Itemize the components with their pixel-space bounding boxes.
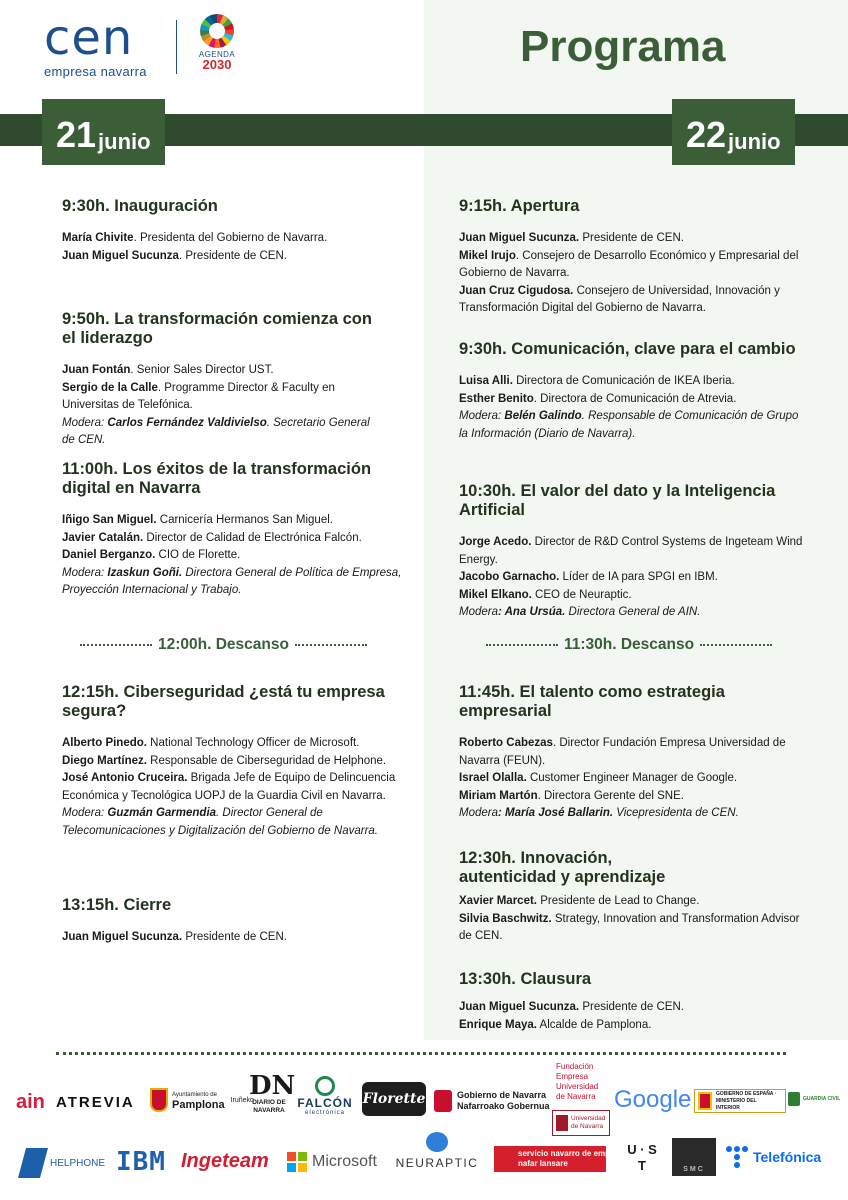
speaker-line: Juan Miguel Sucunza. Presidente de CEN. <box>459 232 684 244</box>
speaker-line: Alberto Pinedo. National Technology Officer de Microsoft. <box>62 737 360 749</box>
speaker-line: Roberto Cabezas. Director Fundación Empresa Universidad de Navarra (FEUN). <box>459 737 786 767</box>
ministerio-interior-logo: GOBIERNO DE ESPAÑA · MINISTERIO DEL INTERIOR <box>694 1089 786 1113</box>
break-label: 11:30h. Descanso <box>564 636 695 653</box>
speaker-line: Silvia Baschwitz. Strategy, Innovation and Transformation Advisor de CEN. <box>459 912 800 942</box>
guardia-civil-logo: GUARDIA CIVIL <box>788 1092 840 1106</box>
session-cierre <box>62 896 402 947</box>
date-badge-day1 <box>42 99 165 165</box>
session-clausura <box>459 970 799 1034</box>
break-day2 <box>486 636 772 654</box>
telefonica-logo: Telefónica <box>726 1146 821 1168</box>
speaker-line: Esther Benito. Directora de Comunicación de Atrevia. <box>459 392 737 405</box>
date-number: 22 <box>686 114 727 155</box>
shield-icon <box>556 1115 568 1131</box>
speaker-line: Miriam Martón. Directora Gerente del SNE. <box>459 789 684 802</box>
agenda-label: AGENDA <box>198 50 236 59</box>
session-title: 11:00h. Los éxitos de la transformación digital en Navarra <box>62 460 372 497</box>
sdg-wheel-icon <box>200 14 234 48</box>
moderator-line: Modera: Carlos Fernández Valdivielso. Secretario General de CEN. <box>62 416 370 446</box>
break-day1 <box>80 636 367 654</box>
moderator-line: Modera: María José Ballarin. Vicepresidenta de CEN. <box>459 807 739 819</box>
fundacion-logo: Fundación Empresa Universidad de Navarra <box>556 1062 599 1101</box>
page-title: Programa <box>520 22 726 71</box>
ain-logo: ain <box>16 1091 45 1113</box>
logo-word: cen <box>44 10 134 66</box>
date-month: junio <box>98 129 151 154</box>
ust-logo: U · S T <box>627 1142 657 1173</box>
date-badge-day2 <box>672 99 795 165</box>
speaker-line: Mikel Irujo. Consejero de Desarrollo Económico y Empresarial del Gobierno de Navarra. <box>459 249 799 279</box>
pamplona-logo: Ayuntamiento de Pamplona Iruñeko <box>150 1088 254 1112</box>
speaker-line: Xavier Marcet. Presidente de Lead to Change. <box>459 895 700 907</box>
speaker-line: María Chivite. Presidenta del Gobierno de Navarra. <box>62 232 328 244</box>
session-comunicacion <box>459 340 799 443</box>
date-number: 21 <box>56 114 97 155</box>
session-title: 9:15h. Apertura <box>459 197 580 215</box>
universidad-navarra-logo: Universidad de Navarra <box>552 1110 610 1136</box>
session-liderazgo <box>62 310 382 450</box>
shield-icon <box>150 1088 168 1112</box>
speaker-line: Juan Miguel Sucunza. Presidente de CEN. <box>62 249 287 262</box>
diario-navarra-logo: DN DIARIO DE NAVARRA <box>249 1071 296 1114</box>
florette-logo: Florette <box>362 1082 426 1116</box>
telefonica-icon <box>726 1146 748 1168</box>
break-label: 12:00h. Descanso <box>158 636 289 653</box>
session-talento <box>459 683 819 823</box>
session-title: 9:30h. Comunicación, clave para el cambio <box>459 340 796 358</box>
speaker-line: Jacobo Garnacho. Líder de IA para SPGI en IBM. <box>459 571 718 583</box>
microsoft-logo: Microsoft <box>287 1152 377 1172</box>
speaker-line: Sergio de la Calle. Programme Director & Faculty en Universitas de Telefónica. <box>62 381 335 411</box>
speaker-line: Luisa Alli. Directora de Comunicación de IKEA Iberia. <box>459 375 735 387</box>
helphone-icon <box>18 1148 48 1178</box>
agenda-year: 2030 <box>202 57 232 72</box>
sponsors-divider <box>56 1052 786 1055</box>
sne-logo: servicio navarro de empleo nafar lansare <box>494 1146 606 1172</box>
speaker-line: Daniel Berganzo. CIO de Florette. <box>62 549 241 561</box>
speaker-line: Juan Cruz Cigudosa. Consejero de Universidad, Innovación y Transformación Digital del Gobierno de Navarra. <box>459 284 780 314</box>
falcon-logo: FALCÓN electrónica <box>296 1076 354 1116</box>
dotted-rule <box>700 644 772 646</box>
falcon-icon <box>315 1076 335 1096</box>
gobierno-navarra-logo: Gobierno de Navarra Nafarroako Gobernua <box>434 1090 550 1112</box>
microsoft-icon <box>287 1152 307 1172</box>
guardia-civil-icon <box>788 1092 800 1106</box>
speaker-line: Javier Catalán. Director de Calidad de Electrónica Falcón. <box>62 531 362 544</box>
atrevia-logo: ATREVIA <box>56 1094 135 1111</box>
logo-divider <box>176 20 177 74</box>
speaker-line: Diego Martínez. Responsable de Ciberseguridad de Helphone. <box>62 754 387 767</box>
session-title: 13:30h. Clausura <box>459 970 592 988</box>
session-exitos <box>62 460 402 600</box>
logo-sub: empresa navarra <box>44 64 147 79</box>
google-logo: Google <box>614 1086 692 1113</box>
session-apertura <box>459 197 819 318</box>
session-inauguracion <box>62 197 402 265</box>
dotted-rule <box>80 644 152 646</box>
shield-icon <box>698 1092 712 1110</box>
neuraptic-logo: NEURAPTIC <box>394 1132 480 1170</box>
dotted-rule <box>295 644 367 646</box>
moderator-line: Modera: Belén Galindo. Responsable de Comunicación de Grupo la Información (Diario de Navarra). <box>459 410 799 440</box>
speaker-line: Juan Fontán. Senior Sales Director UST. <box>62 364 274 376</box>
moderator-line: Modera: Ana Ursúa. Directora General de AIN. <box>459 606 701 618</box>
dotted-rule <box>486 644 558 646</box>
session-title: 12:30h. Innovación, autenticidad y aprendizaje <box>459 849 666 886</box>
moderator-line: Modera: Izaskun Goñi. Directora General de Política de Empresa, Proyección Internacional y Trabajo. <box>62 566 402 596</box>
session-title: 13:15h. Cierre <box>62 896 172 914</box>
moderator-line: Modera: Guzmán Garmendia. Director General de Telecomunicaciones y Digitalización del Gobierno de Navarra. <box>62 807 378 837</box>
session-innovacion <box>459 849 804 946</box>
session-title: 9:30h. Inauguración <box>62 197 218 215</box>
helphone-logo: HELPHONE <box>22 1148 105 1178</box>
ibm-logo: IBM <box>116 1147 166 1177</box>
session-title: 12:15h. Ciberseguridad ¿está tu empresa segura? <box>62 683 385 720</box>
speaker-line: Israel Olalla. Customer Engineer Manager de Google. <box>459 772 738 784</box>
session-dato-ia <box>459 482 809 622</box>
session-ciberseguridad <box>62 683 417 840</box>
neuraptic-icon <box>426 1132 448 1152</box>
speaker-line: Enrique Maya. Alcalde de Pamplona. <box>459 1018 652 1031</box>
agenda-2030-logo <box>194 14 240 71</box>
date-month: junio <box>728 129 781 154</box>
speaker-line: Juan Miguel Sucunza. Presidente de CEN. <box>459 1001 684 1013</box>
speaker-line: Mikel Elkano. CEO de Neuraptic. <box>459 588 632 601</box>
speaker-line: Juan Miguel Sucunza. Presidente de CEN. <box>62 931 287 943</box>
speaker-line: José Antonio Cruceira. Brigada Jefe de Equipo de Delincuencia Económica y Tecnológica UOPJ de la Guardia Civil en Navarra. <box>62 772 396 802</box>
session-title: 11:45h. El talento como estrategia empresarial <box>459 683 725 720</box>
speaker-line: Iñigo San Miguel. Carnicería Hermanos San Miguel. <box>62 514 333 526</box>
ingeteam-logo: Ingeteam <box>181 1150 269 1172</box>
session-title: 10:30h. El valor del dato y la Inteligencia Artificial <box>459 482 776 519</box>
smc-logo: SMC <box>672 1138 716 1176</box>
speaker-line: Jorge Acedo. Director de R&D Control Systems de Ingeteam Wind Energy. <box>459 536 803 566</box>
cen-logo <box>44 10 147 79</box>
shield-icon <box>434 1090 452 1112</box>
session-title: 9:50h. La transformación comienza con el liderazgo <box>62 310 372 347</box>
